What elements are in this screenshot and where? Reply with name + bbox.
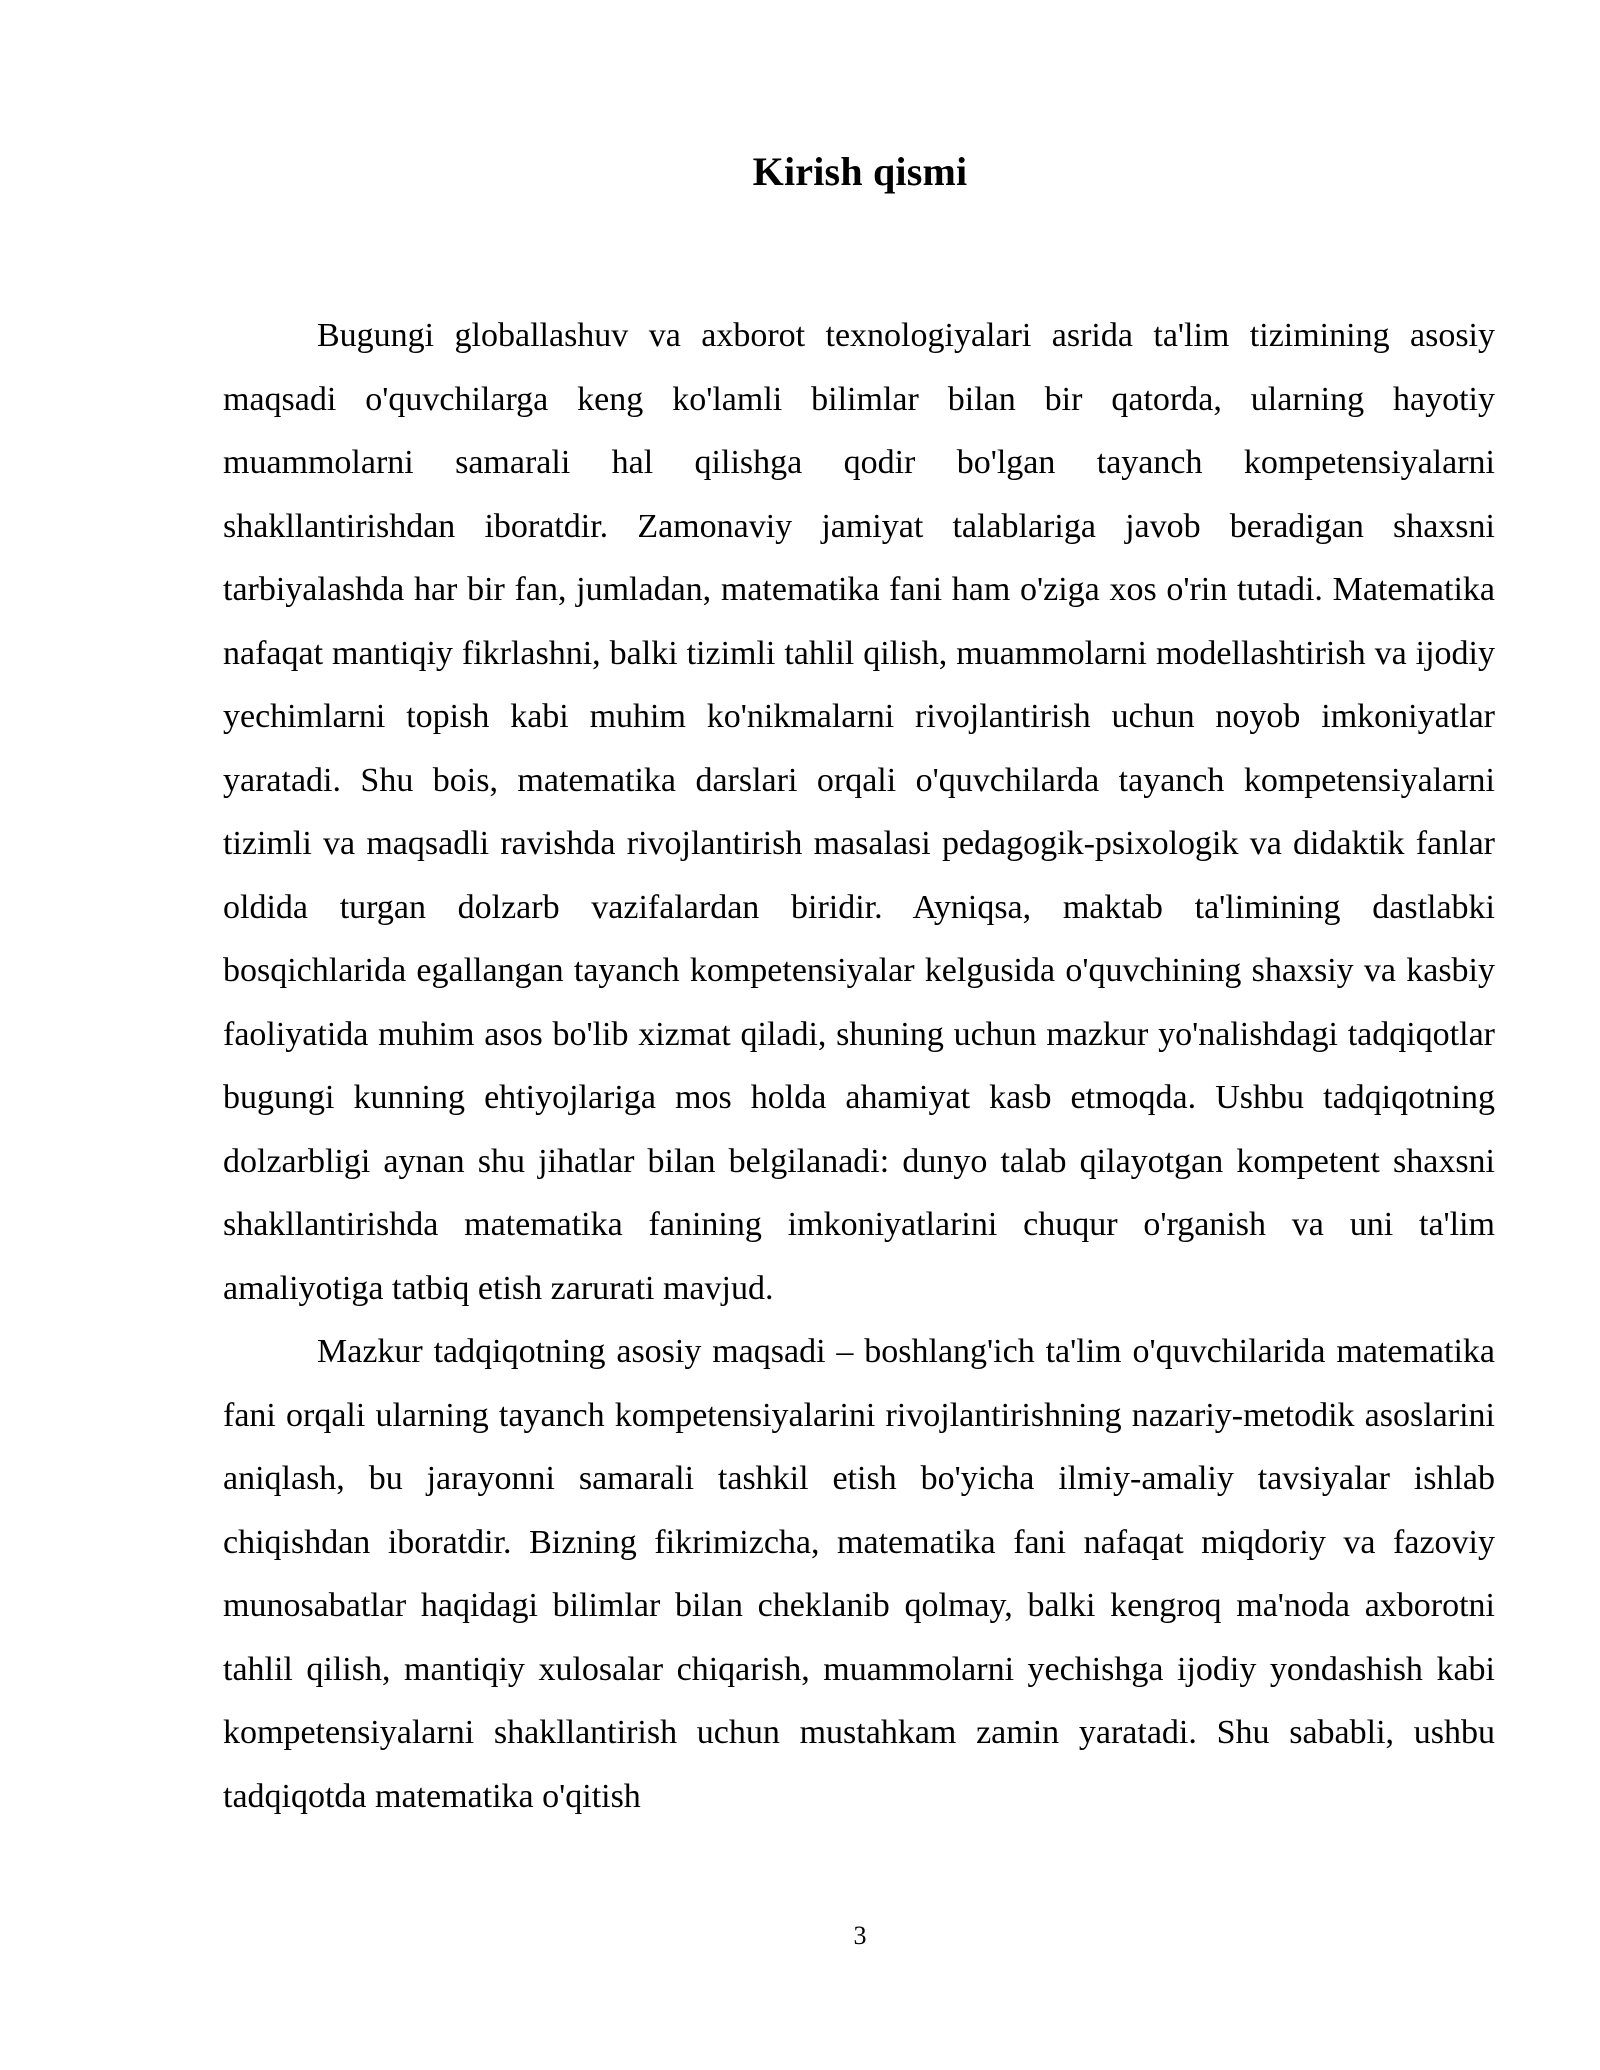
- body-text: [223, 304, 1495, 1828]
- page-number: 3: [853, 1921, 867, 1950]
- paragraph-1: Bugungi globallashuv va axborot texnologiyalari asrida ta'lim tizimining asosiy maqsadi o'quvchilarga keng ko'lamli bilimlar bilan bir qatorda, ularning hayotiy muammolarni samarali hal qilishga qodir bo'lgan tayanch kompetensiyalarni shakllantirishdan iboratdir. Zamonaviy jamiyat talablariga javob beradigan shaxsni tarbiyalashda har bir fan, jumladan, matematika fani ham o'ziga xos o'rin tutadi. Matematika nafaqat mantiqiy fikrlashni, balki tizimli tahlil qilish, muammolarni modellashtirish va ijodiy yechimlarni topish kabi muhim ko'nikmalarni rivojlantirish uchun noyob imkoniyatlar yaratadi. Shu bois, matematika darslari orqali o'quvchilarda tayanch kompetensiyalarni tizimli va maqsadli ravishda rivojlantirish masalasi pedagogik-psixologik va didaktik fanlar oldida turgan dolzarb vazifalardan biridir. Ayniqsa, maktab ta'limining dastlabki bosqichlarida egallangan tayanch kompetensiyalar kelgusida o'quvchining shaxsiy va kasbiy faoliyatida muhim asos bo'lib xizmat qiladi, shuning uchun mazkur yo'nalishdagi tadqiqotlar bugungi kunning ehtiyojlariga mos holda ahamiyat kasb etmoqda. Ushbu tadqiqotning dolzarbligi aynan shu jihatlar bilan belgilanadi: dunyo talab qilayotgan kompetent shaxsni shakllantirishda matematika fanining imkoniyatlarini chuqur o'rganish va uni ta'lim amaliyotiga tatbiq etish zarurati mavjud.: [223, 317, 1495, 1307]
- paragraph-2: Mazkur tadqiqotning asosiy maqsadi – boshlang'ich ta'lim o'quvchilarida matematika fani orqali ularning tayanch kompetensiyalarini rivojlantirishning nazariy-metodik asoslarini aniqlash, bu jarayonni samarali tashkil etish bo'yicha ilmiy-amaliy tavsiyalar ishlab chiqishdan iboratdir. Bizning fikrimizcha, matematika fani nafaqat miqdoriy va fazoviy munosabatlar haqidagi bilimlar bilan cheklanib qolmay, balki kengroq ma'noda axborotni tahlil qilish, mantiqiy xulosalar chiqarish, muammolarni yechishga ijodiy yondashish kabi kompetensiyalarni shakllantirish uchun mustahkam zamin yaratadi. Shu sababli, ushbu tadqiqotda matematika o'qitish: [223, 1333, 1495, 1815]
- page-title: Kirish qismi: [752, 149, 968, 194]
